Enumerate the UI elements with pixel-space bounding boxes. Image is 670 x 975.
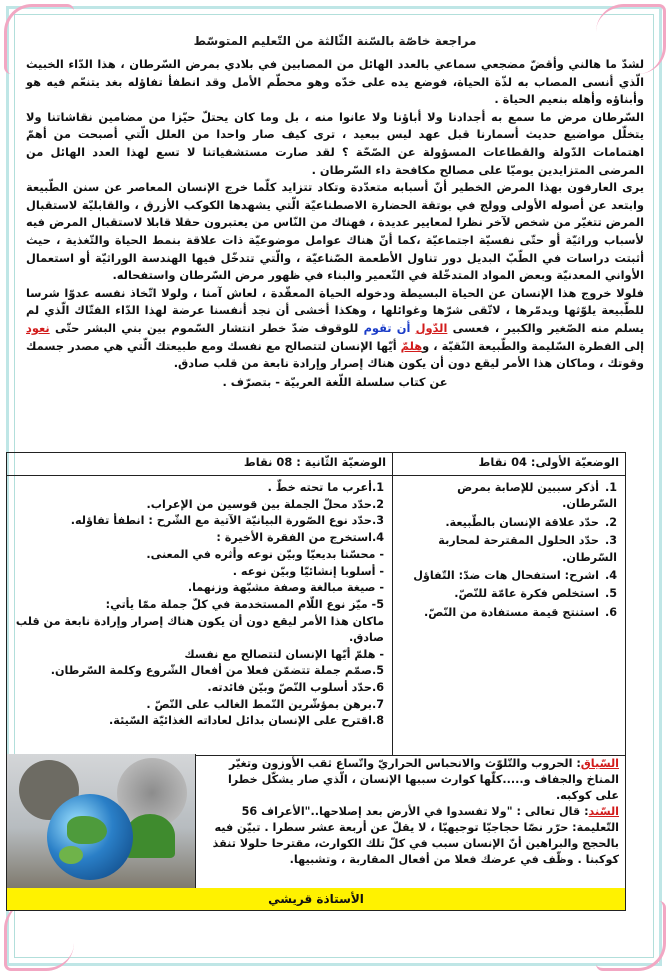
question-item <box>401 515 617 531</box>
question-number: 1. <box>604 481 617 494</box>
corner-ornament <box>4 901 74 971</box>
question-item: - محسّنا بديعيّا وبيّن نوعه وأثره في المعنى. <box>146 547 384 561</box>
question-text: استنتج قيمة مستفادة من النّصّ. <box>424 605 599 619</box>
underlined-word: هلمّ <box>400 338 423 353</box>
question-item <box>401 533 617 566</box>
question-item: 1.أعرب ما تحته خطّ . <box>267 481 384 494</box>
passage-paragraph: السّرطان مرض ما سمع به أجدادنا ولا أباؤنا ولا عانوا منه ، بل وما كان يحتلّ حيّزا من مضامين نقاشاتنا ولا يتخلّل مواضيع حديث أسمارنا قبل عهد ليس ببعيد ، ترى كيف صار واحدا من العلل الّتي أصبحت من أهمّ اهتمامات الدّولة والقطاعات المسؤولة عن الصّحّة ؟ لقد صارت مستشفياتنا لا تسع لهذا العدد الهائل من المرضى المتزايدين يوميّا على مصالح مكافحة داء السّرطان . <box>26 109 644 177</box>
land-shape <box>59 846 83 864</box>
question-text: اشرح: استفحال هات ضدّ: التّفاؤل <box>413 569 599 583</box>
passage-source: عن كتاب سلسلة اللّغة العربيّة - بتصرّف . <box>222 374 448 389</box>
question-number: 3. <box>604 534 617 548</box>
question-text: أذكر سببين للإصابة بمرض السّرطان. <box>457 481 617 511</box>
question-text: حدّد الحلول المقترحة لمحاربة السّرطان. <box>438 534 617 564</box>
instruction-label: التّعليمة <box>576 821 619 834</box>
question-text: استخلص فكرة عامّة للنّصّ. <box>454 587 599 601</box>
question-item: - هلمّ أيّها الإنسان لتتصالح مع نفسك <box>184 647 384 661</box>
passage-paragraph: يرى العارفون بهذا المرض الخطير أنّ أسبابه متعدّدة وتكاد تتزايد كلّما خرج الإنسان المعاصر عن سنن الطّبيعة وابتعد عن أصوله الأولى وولج في بوتقة الحضارة الاصطناعيّة الّتي يشهدها الكوكب الأزرق ، والقابليّة لاستقبال المرض تتغيّر من شخص لآخر نظرا لمعايير عديدة ، فهناك من النّاس من يعتبرون حقلا قابلا لاستقبال المرض فيه لأسباب وراثيّة أو حتّى نفسيّة اجتماعيّة ،كما أنّ هناك عوامل موضوعيّة ذات علاقة بنمط الحياة والتّغذية ، حيث أثبتت دراسات في الطّبّ البديل دور تناول الأطعمة الصّناعيّة ، والّتي تتدخّل فيها الهندسة الوراثيّة أو استعمال الأواني المعدنيّة وبعض المواد المتدخّلة في التّعمير والبناء في ظهور مرض السّرطان واستفحاله. <box>26 180 644 283</box>
question-number: 6. <box>604 605 617 619</box>
situation-two <box>7 453 392 755</box>
bracketed-phrase: أن تقوم <box>363 320 411 335</box>
question-item: 4.استخرج من الفقرة الأخيرة : <box>216 531 384 545</box>
question-item: 8.اقترح على الإنسان بدائل لعاداته الغذائيّة السّيئة. <box>109 714 384 728</box>
passage-text: أيّها الإنسان لتتصالح مع نفسك ومع طبيعتك الّتي هي مصدر جسمك وقوتك ، وماكان هذا الأمر ليقع دون أن يكون هناك إصرار وإرادة نابعة من قلب صادق. <box>26 338 644 371</box>
underlined-word: الدّول <box>415 320 448 335</box>
corner-ornament <box>596 901 666 971</box>
underlined-word: نعود <box>26 320 50 335</box>
passage-text: إلى الفطرة السّليمة والطّبيعة النّقيّة ، و <box>422 338 644 353</box>
situation-one-list <box>393 480 625 621</box>
question-number: 2. <box>604 515 617 529</box>
document-page <box>20 28 650 393</box>
passage-text: للوقوف ضدّ خطر انتشار السّموم بين بني البشر حتّى <box>54 320 359 335</box>
instruction-line <box>202 820 619 868</box>
question-item: ماكان هذا الأمر ليقع دون أن يكون هناك إصرار وإرادة نابعة من قلب صادق. <box>15 614 384 644</box>
question-item <box>401 480 617 513</box>
questions-table <box>6 452 626 756</box>
question-text: حدّد علاقة الإنسان بالطّبيعة. <box>445 515 599 529</box>
question-item: - صيغة مبالغة وصفة مشبّهة وزنهما. <box>187 581 384 595</box>
writing-task-text <box>196 754 625 888</box>
question-item: 5.صمّم جملة تتضمّن فعلا من أفعال الشّروع وكلمة السّرطان. <box>50 664 384 678</box>
question-item: - أسلوبا إنشائيّا وبيّن نوعه . <box>232 564 384 578</box>
land-shape <box>67 816 107 844</box>
context-line <box>202 756 619 804</box>
question-item: 5- ميّز نوع اللّام المستخدمة في كلّ جملة ممّا يأتي: <box>105 597 384 611</box>
situation-two-list <box>7 480 392 730</box>
question-item <box>401 605 617 621</box>
context-label: السّياق <box>580 757 619 770</box>
support-label: السّند <box>588 805 619 818</box>
passage-paragraph: لشدّ ما هالني وأقضّ مضجعي سماعي بالعدد الهائل من المصابين في بلادي بمرض السّرطان ، هذا الدّاء الخبيث الّذي أنسى المصاب به لذّة الحياة، فوضع يده على خدّه وهو محطّم الأمل وقد انطفأ تفاؤله بغد يتنعّم فيه هو وأبناؤه وأهله بنعيم الحياة . <box>26 57 644 107</box>
question-item: 3.حدّد نوع الصّورة البيانيّة الآتية مع الشّرح : انطفأ تفاؤله. <box>70 514 384 528</box>
question-item: 2.حدّد محلّ الجملة بين قوسين من الإعراب. <box>146 497 384 511</box>
situation-one-heading: الوضعيّة الأولى: 04 نقاط <box>393 453 625 476</box>
passage-paragraph <box>26 285 644 373</box>
question-number: 5. <box>604 587 617 601</box>
situation-one <box>392 453 625 755</box>
reading-passage <box>20 56 650 373</box>
teacher-signature: الأستاذة قريشي <box>6 888 626 911</box>
environment-image <box>7 754 196 888</box>
passage-text: فلولا خروج هذا الإنسان عن الحياة البسيطة ودخوله الحياة المعقّدة ، لعاش آمنا ، ولولا اتّخاذ نفسه عدوّا شرسا للطّبيعة يلوّثها ويدمّرها ، لاتّقى شرّها وغوائلها ، وهكذا أخشى أن نجد أنفسنا عرضة لهذا الدّاء الفتّاك الّذي لم يسلم منه الصّغير والكبير ، فعسى <box>26 285 644 335</box>
question-item <box>401 586 617 602</box>
support-line <box>202 804 619 820</box>
question-item <box>401 568 617 584</box>
context-text: : الحروب والتّلوّث والانحباس الحراريّ واتّساع ثقب الأوزون وتغيّر المناخ والجفاف و.....كلّها كوارث سببها الإنسان ، الّذي صار يشكّل خطرا على كوكبه. <box>227 757 619 802</box>
situation-two-heading: الوضعيّة الثّانية : 08 نقاط <box>7 453 392 476</box>
question-item: 7.برهن بمؤشّرين النّمط الغالب على النّصّ . <box>146 697 384 711</box>
support-text: : قال تعالى : "ولا تفسدوا في الأرض بعد إصلاحها.."الأعراف 56 <box>241 805 589 818</box>
question-item: 6.حدّد أسلوب النّصّ وبيّن فائدته. <box>207 680 384 694</box>
question-number: 4. <box>604 569 617 583</box>
writing-task <box>6 754 626 889</box>
page-title: مراجعة خاصّة بالسّنة الثّالثة من التّعليم المتوسّط <box>193 34 477 48</box>
instruction-text: : حرّر نصّا حجاجيّا توجيهيّا ، لا يقلّ عن أربعة عشر سطرا . تبيّن فيه بالحجج والبراهين أنّ الإنسان سبب في كلّ تلك الكوارث، مقترحا حلولا تنقذ كوكبنا . وظّف في عرضك فعلا من أفعال المقاربة ، وتشبيها. <box>212 821 619 866</box>
